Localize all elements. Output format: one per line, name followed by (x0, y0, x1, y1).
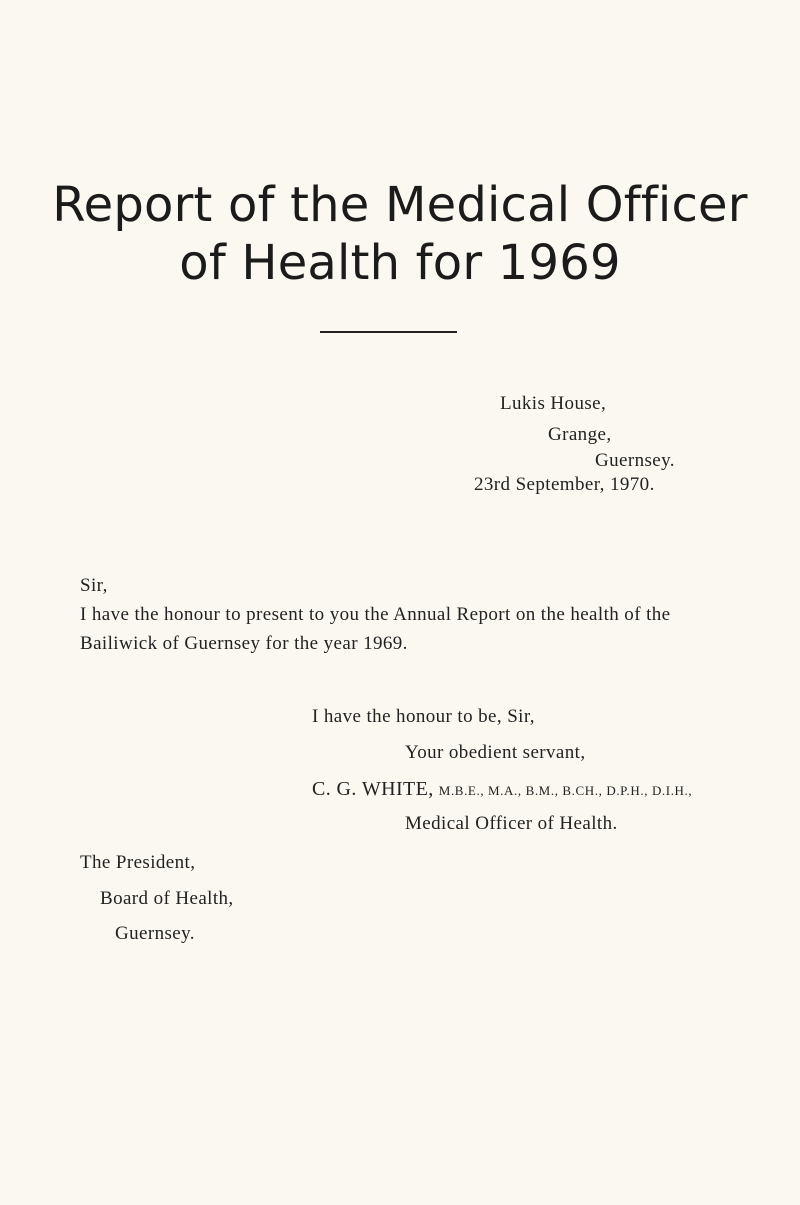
address-line-1: Lukis House, (500, 393, 607, 414)
signature-credentials: M.B.E., M.A., B.M., B.CH., D.P.H., D.I.H., (438, 783, 693, 798)
address-line-2: Grange, (548, 424, 612, 445)
signatory-role: Medical Officer of Health. (405, 813, 618, 834)
signature-name: C. G. WHITE, (312, 778, 434, 800)
salutation: Sir, (80, 575, 108, 596)
report-title-line-2: of Health for 1969 (179, 235, 621, 291)
closing-line-1: I have the honour to be, Sir, (312, 706, 535, 727)
addressee-line-3: Guernsey. (115, 923, 195, 944)
body-line-1: I have the honour to present to you the Annual Report on the health of the (80, 604, 671, 625)
addressee-line-1: The President, (80, 852, 196, 873)
report-title-line-1: Report of the Medical Officer (52, 177, 748, 233)
addressee-line-2: Board of Health, (100, 888, 234, 909)
signature (312, 778, 692, 801)
address-line-3: Guernsey. (595, 450, 675, 471)
title-divider (320, 331, 457, 333)
body-line-2: Bailiwick of Guernsey for the year 1969. (80, 633, 408, 654)
letter-date: 23rd September, 1970. (474, 474, 655, 495)
body-paragraph (80, 600, 720, 658)
closing-line-2: Your obedient servant, (405, 742, 586, 763)
